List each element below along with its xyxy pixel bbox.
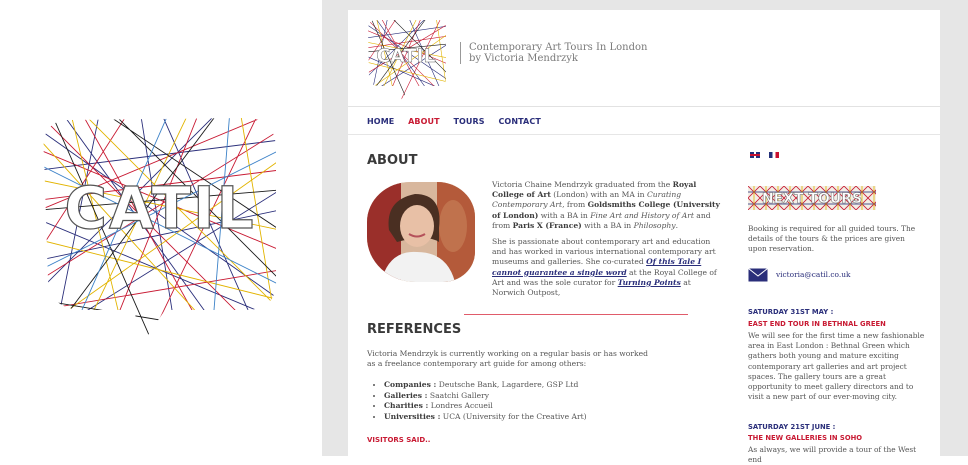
portrait-photo bbox=[367, 182, 475, 282]
nav-tours[interactable]: TOURS bbox=[453, 117, 485, 126]
flag-uk-icon[interactable] bbox=[750, 152, 760, 158]
site-tagline bbox=[460, 42, 647, 64]
section-divider bbox=[464, 314, 688, 315]
site-header bbox=[348, 10, 940, 107]
tour-date-1: SATURDAY 31ST MAY : bbox=[748, 308, 834, 316]
left-panel bbox=[0, 0, 322, 456]
nav-about[interactable]: ABOUT bbox=[408, 117, 440, 126]
nav-divider bbox=[348, 134, 940, 135]
list-item: • Galleries : Saatchi Gallery bbox=[384, 391, 587, 402]
tour-title-1[interactable]: EAST END TOUR IN BETHNAL GREEN bbox=[748, 320, 886, 328]
tour-description-2: As always, we will provide a tour of the West end bbox=[748, 445, 917, 465]
small-logo-text: CATIL bbox=[376, 45, 436, 67]
references-heading: REFERENCES bbox=[367, 322, 462, 337]
about-paragraph-1: Victoria Chaine Mendrzyk graduated from the Royal College of Art (London) with an MA in Curating Contemporary Art, from Goldsmiths College (University of London) with a BA in Fine Art and History of Art and from Paris X (France) with a BA in Philosophy. bbox=[492, 180, 720, 230]
about-paragraph-2: She is passionate about contemporary art and education and has worked in various international contemporary art museums and galleries. She co-curated Of this Tale I cannot guarantee a single word at the Royal College of Art and was the sole curator for Turning Points at Norwich Outpost, bbox=[492, 237, 717, 298]
tour-date-2: SATURDAY 21ST JUNE : bbox=[748, 423, 836, 431]
visitors-heading: VISITORS SAID.. bbox=[367, 436, 431, 444]
main-nav bbox=[367, 117, 552, 126]
tour-title-2[interactable]: THE NEW GALLERIES IN SOHO bbox=[748, 434, 863, 442]
about-heading: ABOUT bbox=[367, 153, 418, 168]
nav-contact[interactable]: CONTACT bbox=[498, 117, 541, 126]
list-item: • Companies : Deutsche Bank, Lagardere, GSP Ltd bbox=[384, 380, 587, 391]
next-tours-banner bbox=[748, 186, 876, 210]
flag-fr-icon[interactable] bbox=[769, 152, 779, 158]
list-item: • Charities : Londres Accueil bbox=[384, 401, 587, 412]
language-switcher bbox=[750, 152, 783, 171]
booking-info: Booking is required for all guided tours. The details of the tours & the prices are given upon reservation. bbox=[748, 224, 916, 254]
tour-description-1: We will see for the first time a new fashionable area in East London : Bethnal Green which gathers both young and mature exciting contemporary art galleries and art project spaces. The gallery tours are a great opportunity to meet gallery directors and to visit a new part of our ever-moving city. bbox=[748, 331, 925, 402]
logo-text: CATIL bbox=[64, 174, 256, 242]
nav-home[interactable]: HOME bbox=[367, 117, 395, 126]
about-text bbox=[492, 180, 720, 304]
next-tours-title: NEXT TOURS bbox=[761, 191, 863, 207]
content-page bbox=[348, 10, 940, 465]
exhibition-link-2[interactable]: Turning Points bbox=[617, 277, 681, 287]
exhibition-link-1[interactable]: Of this Tale I cannot guarantee a single word bbox=[492, 257, 702, 277]
envelope-icon bbox=[748, 268, 768, 282]
email-link[interactable]: victoria@catil.co.uk bbox=[776, 270, 851, 279]
catil-logo-large bbox=[40, 110, 280, 360]
list-item: • Universities : UCA (University for the Creative Art) bbox=[384, 412, 587, 423]
catil-logo-small[interactable] bbox=[366, 16, 448, 102]
references-intro: Victoria Mendrzyk is currently working on a regular basis or has worked as a freelance contemporary art guide for among others: bbox=[367, 349, 648, 368]
references-list bbox=[370, 380, 587, 422]
tagline-author: by Victoria Mendrzyk bbox=[469, 53, 578, 64]
tagline-title: Contemporary Art Tours In London bbox=[469, 42, 648, 53]
